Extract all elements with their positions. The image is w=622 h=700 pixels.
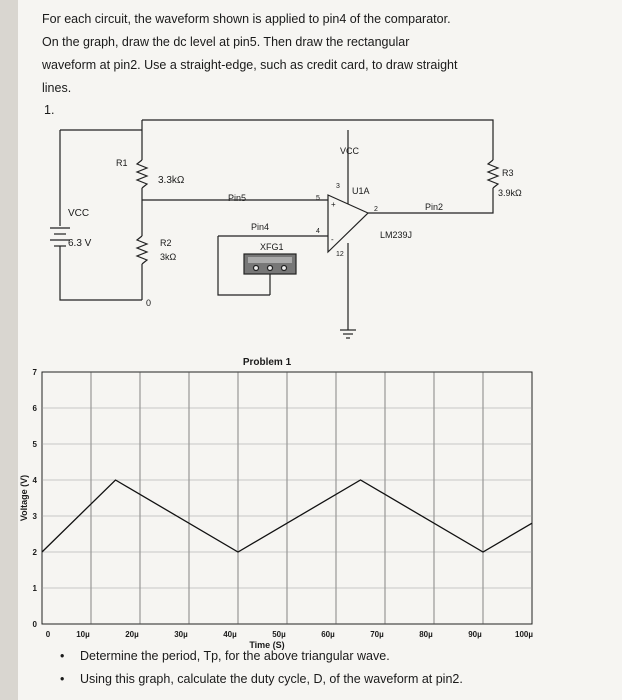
pin-2-number: 2 — [374, 206, 378, 213]
x-tick-label: 50µ — [272, 630, 286, 639]
instruction-line-1: For each circuit, the waveform shown is applied to pin4 of the comparator. — [42, 12, 451, 26]
x-tick-label: 100µ — [515, 630, 533, 639]
wire-top-vcc — [142, 120, 493, 160]
vcc-source-label: VCC — [68, 208, 90, 219]
pin-5-number: 5 — [316, 195, 320, 202]
r3-value: 3.9kΩ — [498, 188, 522, 198]
x-tick-label: 40µ — [223, 630, 237, 639]
pin5-label: Pin5 — [228, 193, 247, 203]
x-tick-label: 80µ — [419, 630, 433, 639]
wire-left-bottom — [60, 262, 142, 300]
circuit-schematic — [18, 0, 622, 360]
y-tick-label: 2 — [32, 548, 37, 557]
pin4-label: Pin4 — [251, 222, 270, 232]
worksheet-page — [18, 0, 622, 700]
instruction-line-2: On the graph, draw the dc level at pin5. Then draw the rectangular — [42, 35, 410, 49]
chart-y-axis-label: Voltage (V) — [19, 474, 29, 522]
x-tick-label: 20µ — [125, 630, 139, 639]
y-tick-label: 3 — [32, 512, 37, 521]
chart-x-axis-label: Time (S) — [249, 640, 285, 650]
x-tick-label: 0 — [45, 630, 51, 639]
ground-node: 0 — [146, 298, 152, 308]
y-tick-label: 6 — [32, 404, 37, 413]
xfg1-label: XFG1 — [260, 242, 284, 252]
r2-value: 3kΩ — [160, 252, 177, 262]
x-tick-label: 60µ — [321, 630, 335, 639]
instruction-line-4: lines. — [42, 81, 72, 95]
waveform-chart — [18, 350, 622, 650]
chart-title: Problem 1 — [242, 357, 292, 368]
question-duty-cycle: • Using this graph, calculate the duty cycle, D, of the waveform at pin2. — [60, 668, 463, 691]
instruction-line-3: waveform at pin2. Use a straight-edge, such as credit card, to draw straight — [42, 58, 458, 72]
y-tick-label: 1 — [32, 584, 37, 593]
r1-value: 3.3kΩ — [158, 175, 185, 186]
x-tick-label: 10µ — [76, 630, 90, 639]
ic-vcc-label: VCC — [340, 146, 360, 156]
pin-3-number: 3 — [336, 183, 340, 190]
r3-name: R3 — [502, 168, 514, 178]
x-tick-label: 70µ — [370, 630, 384, 639]
y-tick-label: 0 — [32, 620, 37, 629]
r3-resistor — [488, 160, 498, 188]
plus-sign: + — [331, 200, 336, 209]
question-period: • Determine the period, Tp, for the above triangular wave. — [60, 645, 463, 668]
question-list — [60, 645, 463, 691]
y-tick-label: 5 — [32, 440, 37, 449]
r2-name: R2 — [160, 238, 172, 248]
minus-sign: - — [331, 235, 334, 244]
ic-name: U1A — [352, 186, 370, 196]
pin-12-number: 12 — [336, 251, 344, 258]
x-tick-label: 90µ — [468, 630, 482, 639]
ic-part: LM239J — [380, 230, 413, 240]
y-tick-label: 7 — [32, 368, 37, 377]
x-tick-label: 30µ — [174, 630, 188, 639]
pin-4-number: 4 — [316, 228, 320, 235]
r2-resistor — [137, 236, 147, 264]
r1-name: R1 — [116, 158, 128, 168]
source-voltage: 6.3 V — [68, 238, 92, 249]
pin2-label: Pin2 — [425, 202, 444, 212]
y-tick-label: 4 — [32, 476, 37, 485]
problem-number: 1. — [44, 103, 55, 117]
r1-resistor — [137, 160, 147, 188]
